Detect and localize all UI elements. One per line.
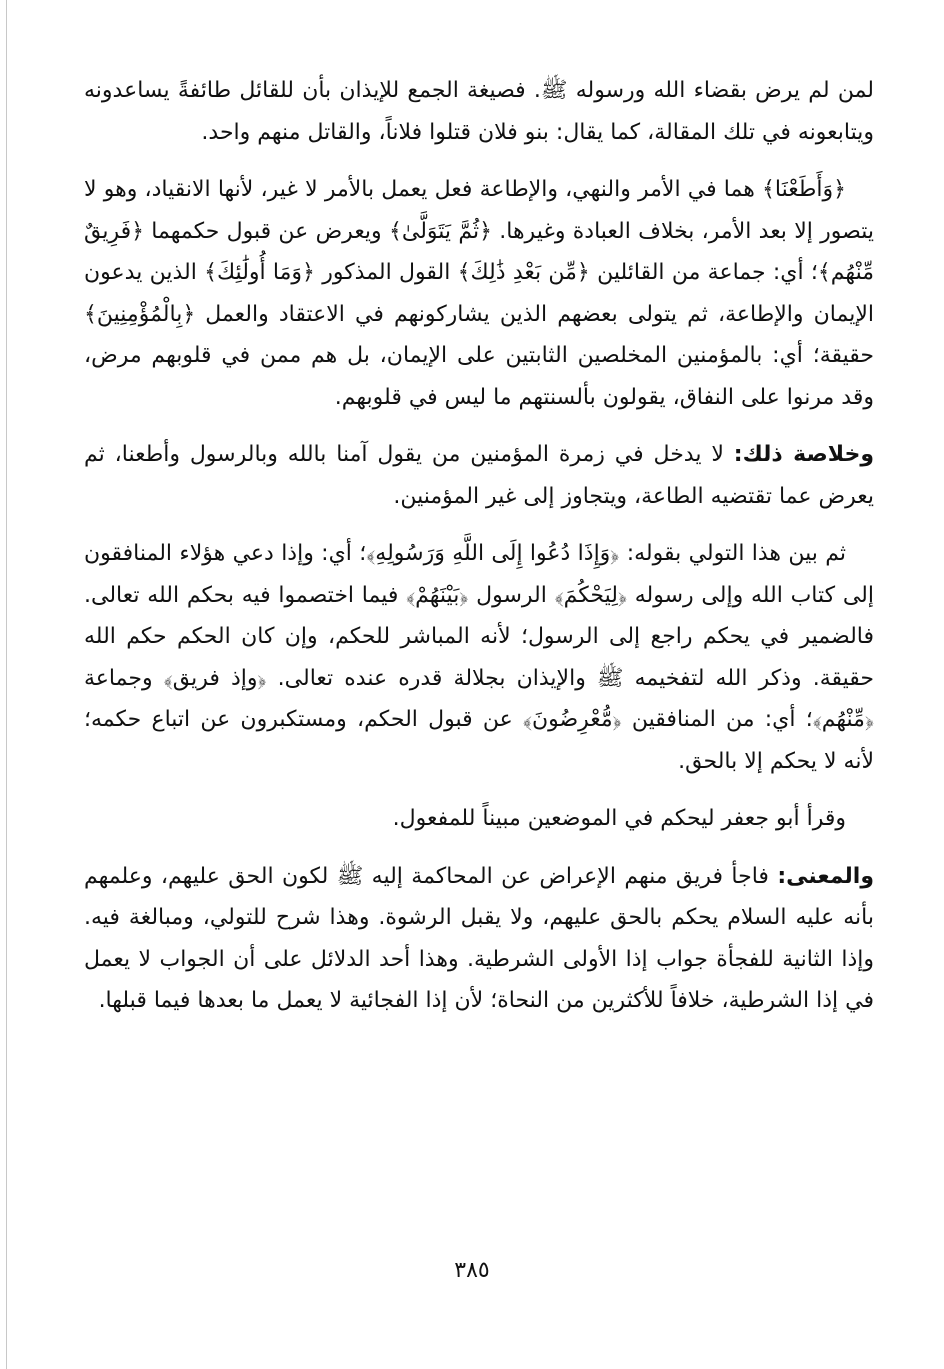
page-number: ٣٨٥	[454, 1258, 490, 1283]
paragraph-3-text: لا يدخل في زمرة المؤمنين من يقول آمنا بالله وبالرسول وأطعنا، ثم يعرض عما تقتضيه الطاعة، ويتجاوز إلى غير المؤمنين.	[84, 442, 874, 509]
paragraph-6	[84, 856, 874, 1022]
paragraph-4	[84, 533, 874, 782]
paragraph-1	[84, 70, 874, 153]
paragraph-1-text: لمن لم يرض بقضاء الله ورسوله ﷺ. فصيغة الجمع للإيذان بأن للقائل طائفةً يساعدونه ويتابعونه في تلك المقالة، كما يقال: بنو فلان قتلوا فلاناً، والقاتل منهم واحد.	[84, 78, 874, 145]
page-body	[84, 70, 874, 1038]
paragraph-6-text: فاجأ فريق منهم الإعراض عن المحاكمة إليه ﷺ لكون الحق عليهم، وعلمهم بأنه عليه السلام يحكم بالحق عليهم، ولا يقبل الرشوة. وهذا شرح للتولي، ومبالغة فيه. وإذا الثانية للفجأة جواب إذا الأولى الشرطية. وهذا أحد الدلائل على أن الجواب لا يعمل في إذا الشرطية، خلافاً للأكثرين من النحاة؛ لأن إذا الفجائية لا يعمل ما بعدها فيما قبلها.	[84, 863, 874, 1013]
paragraph-3	[84, 434, 874, 517]
page-edge-line	[6, 0, 7, 1369]
paragraph-5-text: وقرأ أبو جعفر ليحكم في الموضعين مبيناً للمفعول.	[392, 806, 846, 831]
paragraph-2-text: ﴿وَأَطَعْنَا﴾ هما في الأمر والنهي، والإطاعة فعل يعمل بالأمر لا غير، لأنها الانقياد، وهو لا يتصور إلا بعد الأمر، بخلاف العبادة وغيرها. ﴿ثُمَّ يَتَوَلَّىٰ﴾ ويعرض عن قبول حكمهما ﴿فَرِيقٌ مِّنْهُم﴾؛ أي: جماعة من القائلين ﴿مِّن بَعْدِ ذَٰلِكَ﴾ القول المذكور ﴿وَمَا أُولَٰئِكَ﴾ الذين يدعون الإيمان والإطاعة، ثم يتولى بعضهم الذين يشاركونهم في الاعتقاد والعمل ﴿بِالْمُؤْمِنِينَ﴾ حقيقة؛ أي: بالمؤمنين المخلصين الثابتين على الإيمان، بل هم ممن في قلوبهم مرض، وقد مرنوا على النفاق، يقولون بألسنتهم ما ليس في قلوبهم.	[84, 177, 874, 410]
paragraph-2	[84, 169, 874, 418]
paragraph-5	[84, 798, 874, 840]
paragraph-4-text: ثم بين هذا التولي بقوله: ﴿وَإِذَا دُعُوا إِلَى اللَّهِ وَرَسُولِهِ﴾؛ أي: وإذا دعي هؤلاء المنافقون إلى كتاب الله وإلى رسوله ﴿لِيَحْكُمَ﴾ الرسول ﴿بَيْنَهُمْ﴾ فيما اختصموا فيه بحكم الله تعالى. فالضمير في يحكم راجع إلى الرسول؛ لأنه المباشر للحكم، وإن كان الحكم حكم الله حقيقة. وذكر الله لتفخيمه ﷺ والإيذان بجلالة قدره عنده تعالى. ﴿وإذ فريق﴾ وجماعة ﴿مِّنْهُم﴾؛ أي: من المنافقين ﴿مُّعْرِضُونَ﴾ عن قبول الحكم، ومستكبرون عن اتباع حكمه؛ لأنه لا يحكم إلا بالحق.	[84, 541, 874, 774]
paragraph-3-lead: وخلاصة ذلك:	[733, 442, 874, 467]
paragraph-6-lead: والمعنى:	[777, 863, 874, 889]
